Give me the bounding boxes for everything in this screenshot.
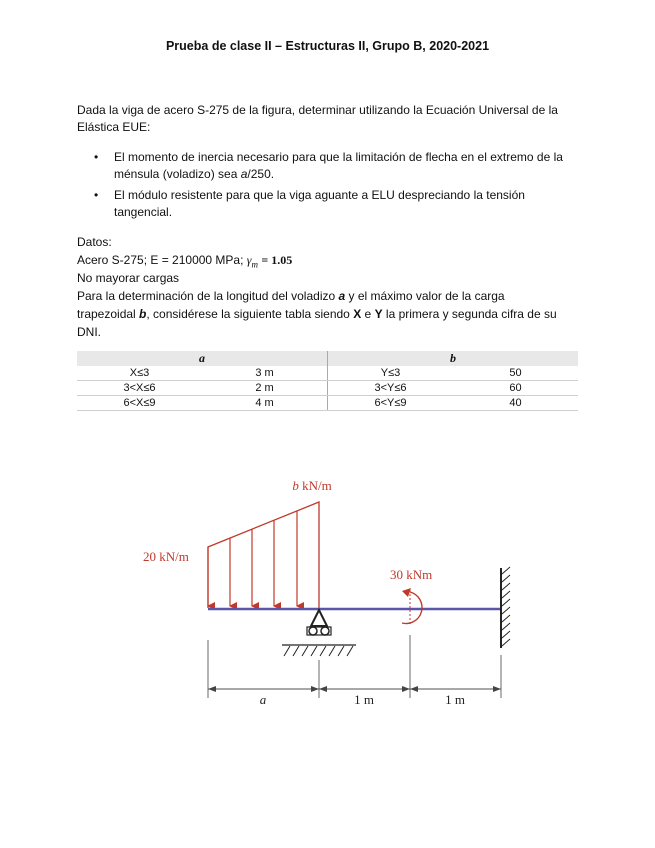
para-line-1: Para la determinación de la longitud del voladizo a y el máximo valor de la carga	[77, 289, 505, 303]
bullet-2-line-2: tangencial.	[114, 205, 173, 219]
fixed-support-icon	[501, 567, 510, 648]
table-cell: 50	[453, 366, 578, 381]
moment-icon	[402, 588, 422, 626]
table-cell: Y≤3	[328, 366, 454, 381]
load-left-label: 20 kN/m	[143, 549, 189, 564]
bullet-1-line-1: El momento de inercia necesario para que la limitación de flecha en el extremo de la	[114, 150, 563, 164]
moment-label: 30 kNm	[390, 567, 433, 582]
datos-heading: Datos:	[77, 235, 112, 249]
bullet-item-1	[94, 149, 594, 183]
dim-a-label: a	[259, 692, 267, 707]
table-cell: 40	[453, 396, 578, 411]
table-cell: 60	[453, 381, 578, 396]
dim-1m-label: 1 m	[354, 692, 374, 707]
intro-line-1: Dada la viga de acero S-275 de la figura, determinar utilizando la Ecuación Universal de la	[77, 103, 558, 117]
table-cell: 6<Y≤9	[328, 396, 454, 411]
intro-line-2: Elástica EUE:	[77, 120, 151, 134]
roller-support-icon	[282, 610, 356, 656]
table-cell: 3<X≤6	[77, 381, 202, 396]
para-line-3: DNI.	[77, 325, 101, 339]
data-table	[77, 351, 578, 411]
page-title: Prueba de clase II – Estructuras II, Grupo B, 2020-2021	[165, 39, 490, 53]
table-row	[77, 396, 578, 411]
table-cell: 3 m	[202, 366, 328, 381]
load-right-label: b kN/m	[292, 478, 332, 493]
no-mayorar: No mayorar cargas	[77, 271, 180, 285]
table-header-a: a	[77, 351, 328, 366]
beam-figure	[0, 460, 655, 720]
bullet-item-2	[94, 187, 594, 221]
table-row	[77, 366, 578, 381]
table-cell: X≤3	[77, 366, 202, 381]
table-cell: 2 m	[202, 381, 328, 396]
bullet-1-line-2: ménsula (voladizo) sea a/250.	[114, 167, 275, 181]
table-cell: 4 m	[202, 396, 328, 411]
bullet-2-line-1: El módulo resistente para que la viga aguante a ELU despreciando la tensión	[114, 188, 525, 202]
trapezoidal-load	[208, 502, 319, 608]
para-line-2: trapezoidal b, considérese la siguiente tabla siendo X e Y la primera y segunda cifra de su	[77, 307, 557, 321]
bullet-dot-icon: •	[94, 150, 99, 164]
dim-1m-label-2: 1 m	[445, 692, 465, 707]
steel-line: Acero S-275; E = 210000 MPa; $\gamma_m = 1.05$	[77, 253, 293, 270]
table-header-b: b	[328, 351, 579, 366]
table-row	[77, 381, 578, 396]
bullet-dot-icon: •	[94, 188, 99, 202]
table-cell: 6<X≤9	[77, 396, 202, 411]
table-cell: 3<Y≤6	[328, 381, 454, 396]
